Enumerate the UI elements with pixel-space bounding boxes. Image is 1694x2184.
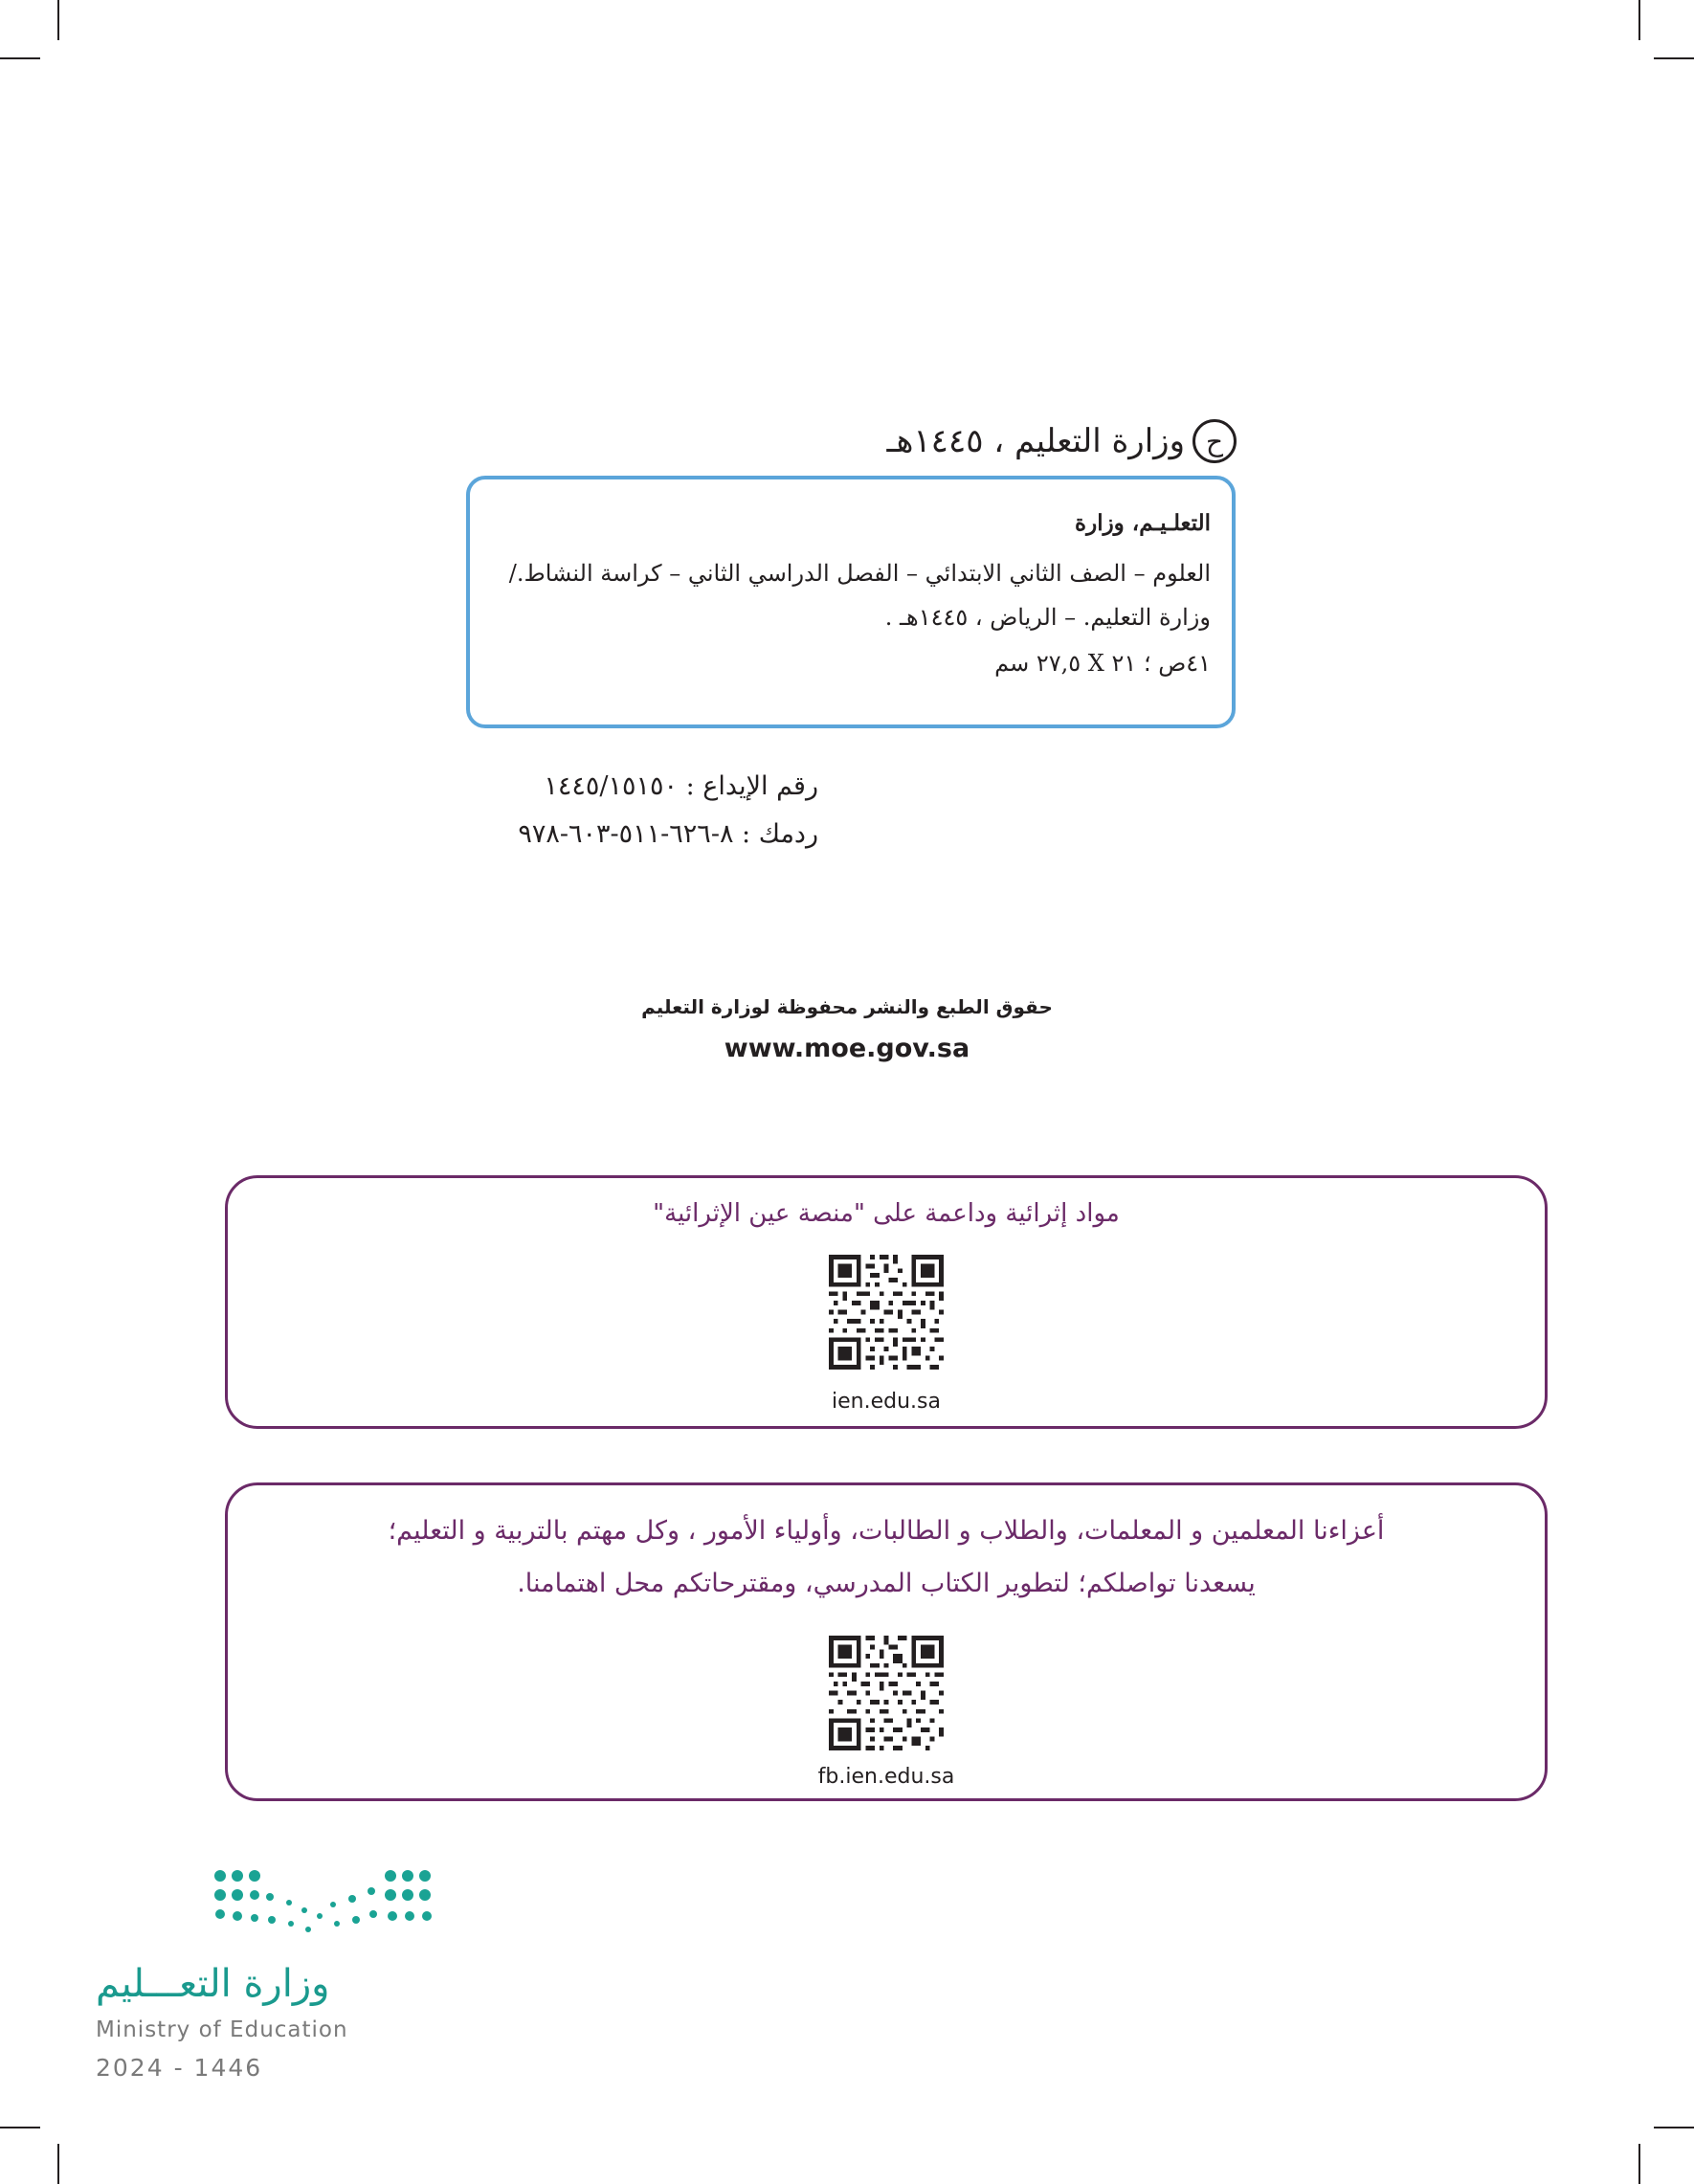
feedback-url[interactable]: fb.ien.edu.sa [817, 1765, 955, 1789]
crop-mark [1638, 0, 1640, 40]
ministry-name-arabic: وزارة التعـــليم [96, 1962, 330, 2006]
isbn: ردمك : ٨-٦٢٦-٥١١-٦٠٣-٩٧٨ [518, 819, 818, 849]
crop-mark [1638, 2144, 1640, 2184]
ministry-year: 2024 - 1446 [96, 2054, 263, 2082]
crop-mark [57, 0, 59, 40]
website-link[interactable]: www.moe.gov.sa [724, 1034, 970, 1063]
enrichment-url[interactable]: ien.edu.sa [832, 1390, 941, 1414]
crop-mark [57, 2144, 59, 2184]
feedback-line-2: يسعدنا تواصلكم؛ لتطوير الكتاب المدرسي، ومقترحاتكم محل اهتمامنا. [517, 1569, 1256, 1598]
crop-mark [0, 57, 40, 59]
crop-mark [0, 2127, 40, 2128]
copyright-symbol: ح [1192, 419, 1237, 463]
feedback-box [225, 1482, 1548, 1801]
qr-code-icon[interactable] [829, 1636, 944, 1750]
enrichment-title: مواد إثرائية وداعمة على "منصة عين الإثرائية" [653, 1199, 1120, 1228]
feedback-line-1: أعزاءنا المعلمين و المعلمات، والطلاب و الطالبات، وأولياء الأمور ، وكل مهتم بالتربية و التعليم؛ [388, 1516, 1385, 1546]
deposit-number: رقم الإيداع : ١٤٤٥/١٥١٥٠ [544, 771, 818, 801]
ministry-logo-icon [209, 1866, 448, 1952]
ministry-name-english: Ministry of Education [96, 2017, 348, 2042]
rights-text: حقوق الطبع والنشر محفوظة لوزارة التعليم [641, 995, 1053, 1018]
crop-mark [1654, 2127, 1694, 2128]
catalog-publisher: وزارة التعليم. – الرياض ، ١٤٤٥هـ . [884, 604, 1211, 631]
copyright-text: وزارة التعليم ، ١٤٤٥هـ [886, 422, 1185, 460]
catalog-title: العلوم – الصف الثاني الابتدائي – الفصل الدراسي الثاني – كراسة النشاط./ [508, 560, 1211, 587]
catalog-author: التعلـيـم، وزارة [1075, 510, 1211, 536]
catalog-card [466, 476, 1236, 728]
catalog-pages: ٤١ص ؛ ٢١ X ٢٧,٥ سم [994, 650, 1211, 677]
qr-code-icon[interactable] [829, 1255, 944, 1370]
crop-mark [1654, 57, 1694, 59]
copyright-line [887, 419, 1237, 463]
enrichment-box [225, 1175, 1548, 1429]
